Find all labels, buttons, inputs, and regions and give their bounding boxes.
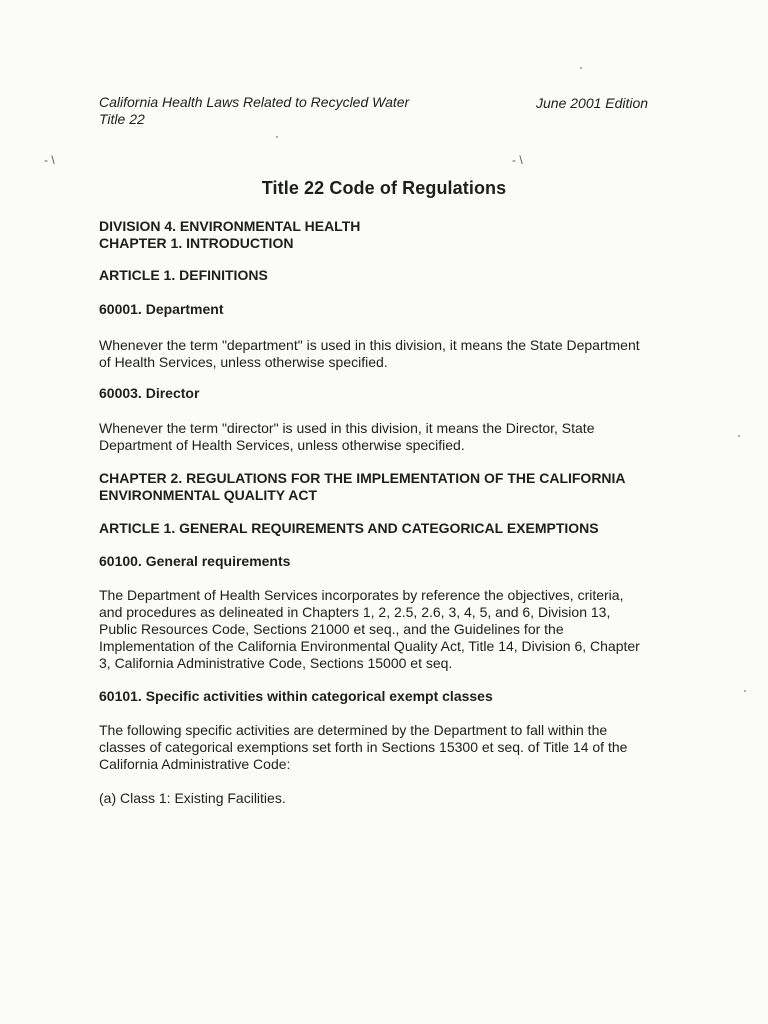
- article-1-definitions-heading: ARTICLE 1. DEFINITIONS: [99, 267, 268, 283]
- scan-mark-left: - \: [44, 153, 55, 167]
- division-heading: [99, 218, 674, 252]
- body-line: The following specific activities are determined by the Department to fall within the: [99, 722, 608, 738]
- scan-dust: [276, 136, 278, 138]
- section-60003-body: [99, 420, 674, 454]
- chapter-1-line: CHAPTER 1. INTRODUCTION: [99, 235, 294, 251]
- body-line: Whenever the term "department" is used in this division, it means the State Department: [99, 337, 640, 353]
- body-line: Department of Health Services, unless otherwise specified.: [99, 437, 465, 453]
- body-line: Public Resources Code, Sections 21000 et seq., and the Guidelines for the: [99, 621, 564, 637]
- section-60100-body: [99, 587, 674, 672]
- running-header-left: [99, 94, 409, 128]
- header-title-number: Title 22: [99, 111, 145, 127]
- document-title: Title 22 Code of Regulations: [261, 178, 507, 198]
- scan-dust: [744, 690, 746, 692]
- body-line: of Health Services, unless otherwise specified.: [99, 354, 388, 370]
- body-line: classes of categorical exemptions set forth in Sections 15300 et seq. of Title 14 of the: [99, 739, 628, 755]
- division-line: DIVISION 4. ENVIRONMENTAL HEALTH: [99, 218, 361, 234]
- body-line: 3, California Administrative Code, Sections 15000 et seq.: [99, 655, 453, 671]
- scan-dust: [738, 435, 740, 437]
- header-publication-title: California Health Laws Related to Recycled Water: [99, 94, 410, 110]
- chapter-2-heading: [99, 470, 674, 504]
- body-line: Whenever the term "director" is used in this division, it means the Director, State: [99, 420, 595, 436]
- body-line: California Administrative Code:: [99, 756, 291, 772]
- body-line: and procedures as delineated in Chapters 1, 2, 2.5, 2.6, 3, 4, 5, and 6, Division 13,: [99, 604, 611, 620]
- section-60001-heading: 60001. Department: [99, 301, 224, 317]
- article-1-general-heading: ARTICLE 1. GENERAL REQUIREMENTS AND CATEGORICAL EXEMPTIONS: [99, 520, 599, 536]
- section-60100-heading: 60100. General requirements: [99, 553, 291, 569]
- body-line: The Department of Health Services incorporates by reference the objectives, criteria,: [99, 587, 624, 603]
- list-item-a: (a) Class 1: Existing Facilities.: [99, 790, 286, 806]
- heading-line: CHAPTER 2. REGULATIONS FOR THE IMPLEMENTATION OF THE CALIFORNIA: [99, 470, 626, 486]
- scan-dust: [580, 67, 582, 69]
- body-line: Implementation of the California Environmental Quality Act, Title 14, Division 6, Chapter: [99, 638, 640, 654]
- header-edition: June 2001 Edition: [536, 95, 649, 111]
- section-60101-heading: 60101. Specific activities within categorical exempt classes: [99, 688, 493, 704]
- scan-mark-right: - \: [512, 153, 523, 167]
- heading-line: ENVIRONMENTAL QUALITY ACT: [99, 487, 318, 503]
- section-60001-body: [99, 337, 674, 371]
- section-60101-body: [99, 722, 674, 773]
- section-60003-heading: 60003. Director: [99, 385, 200, 401]
